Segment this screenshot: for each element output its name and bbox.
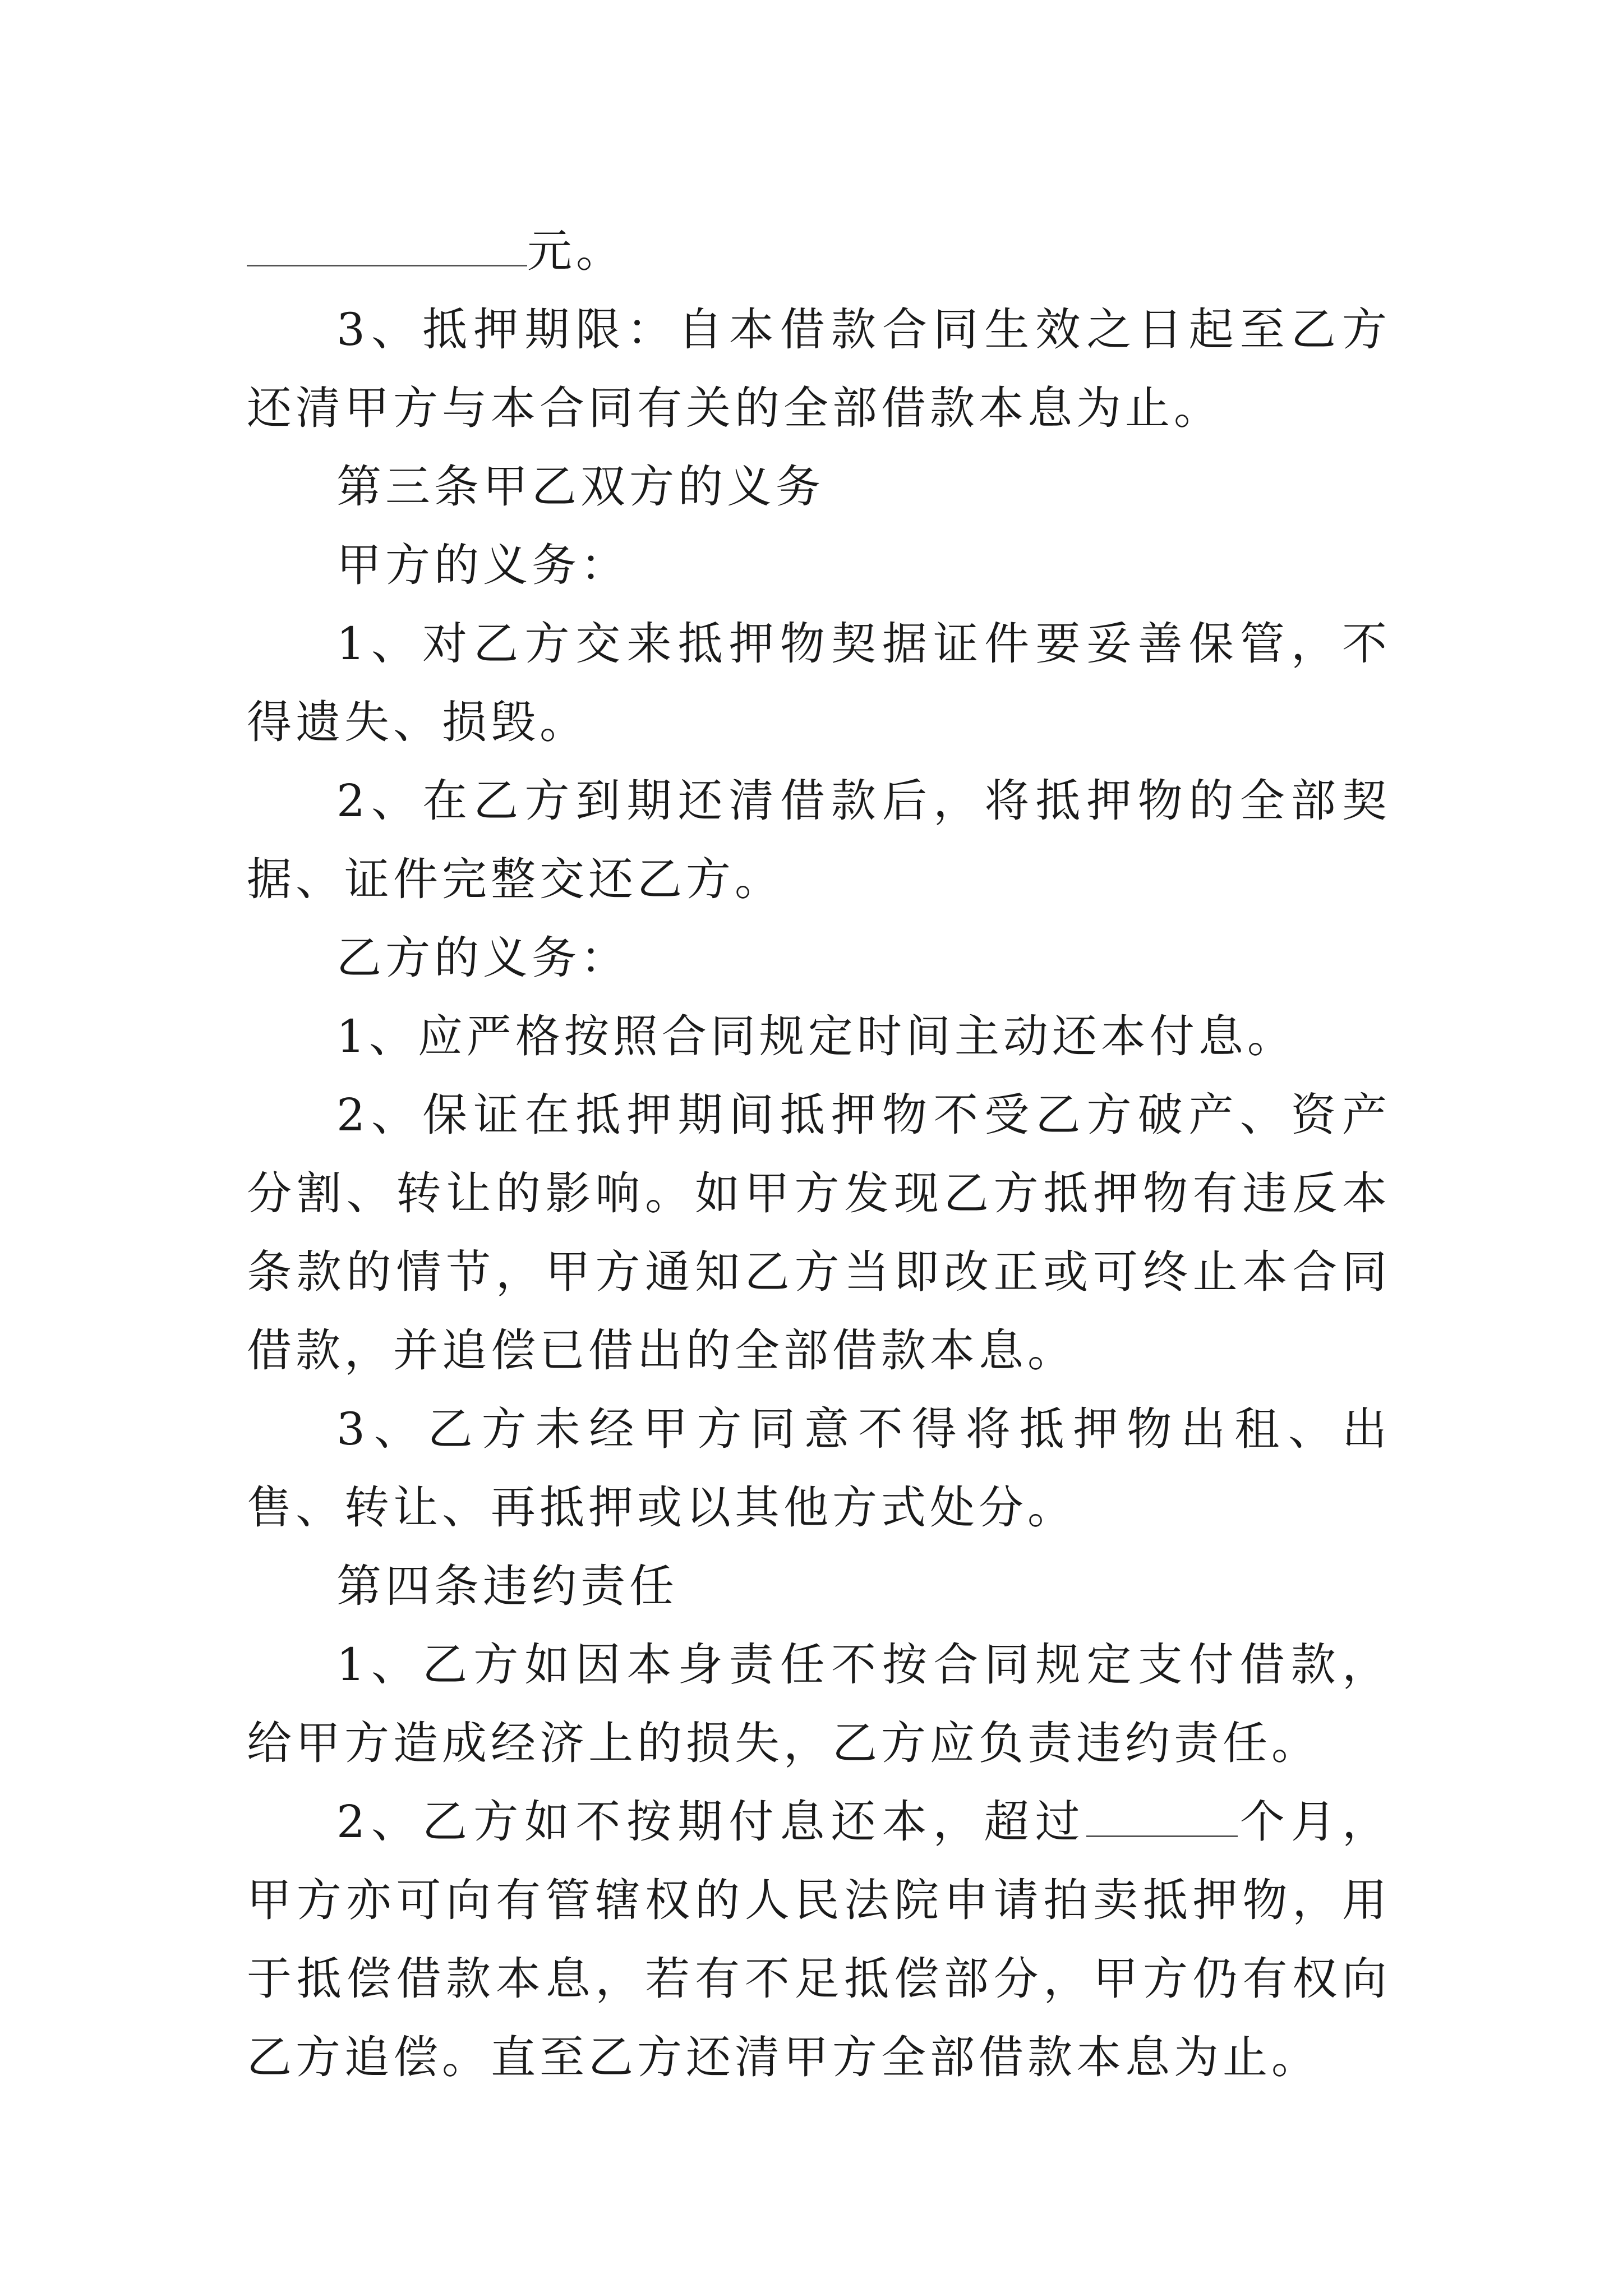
liability-2-before: 2、乙方如不按期付息还本，超过 (336, 1796, 1086, 1848)
fill-in-blank (247, 220, 527, 266)
liability-2-after: 个月，甲方亦可向有管辖权的人民法院申请拍卖抵押物，用于抵偿借款本息，若有不足抵偿部分，甲方仍有权向乙方追偿。直至乙方还清甲方全部借款本息为止。 (247, 1796, 1391, 2083)
fill-in-blank-months (1086, 1791, 1238, 1837)
subheading-party-b-obligations: 乙方的义务： (336, 932, 629, 984)
paragraph-amount-line (247, 212, 1391, 291)
section-heading-obligations: 第三条甲乙双方的义务 (336, 461, 824, 513)
paragraph-liability-2 (247, 1783, 1391, 2097)
paragraph-mortgage-term: 3、抵押期限：自本借款合同生效之日起至乙方还清甲方与本合同有关的全部借款本息为止。 (247, 303, 1391, 434)
paragraph-party-b-obligation-1: 1、应严格按照合同规定时间主动还本付息。 (336, 1010, 1296, 1062)
section-heading-liability: 第四条违约责任 (336, 1560, 678, 1612)
paragraph-liability-1: 1、乙方如因本身责任不按合同规定支付借款，给甲方造成经济上的损失，乙方应负责违约责任。 (247, 1639, 1391, 1769)
paragraph-party-a-obligation-2: 2、在乙方到期还清借款后，将抵押物的全部契据、证件完整交还乙方。 (247, 775, 1391, 905)
paragraph-party-b-obligation-2: 2、保证在抵押期间抵押物不受乙方破产、资产分割、转让的影响。如甲方发现乙方抵押物有违反本条款的情节，甲方通知乙方当即改正或可终止本合同借款，并追偿已借出的全部借款本息。 (247, 1089, 1391, 1377)
amount-suffix: 元。 (527, 225, 625, 277)
paragraph-party-b-obligation-3: 3、乙方未经甲方同意不得将抵押物出租、出售、转让、再抵押或以其他方式处分。 (247, 1403, 1391, 1534)
subheading-party-a-obligations: 甲方的义务： (336, 539, 629, 591)
paragraph-party-a-obligation-1: 1、对乙方交来抵押物契据证件要妥善保管，不得遗失、损毁。 (247, 618, 1391, 748)
document-page (247, 212, 1391, 2097)
